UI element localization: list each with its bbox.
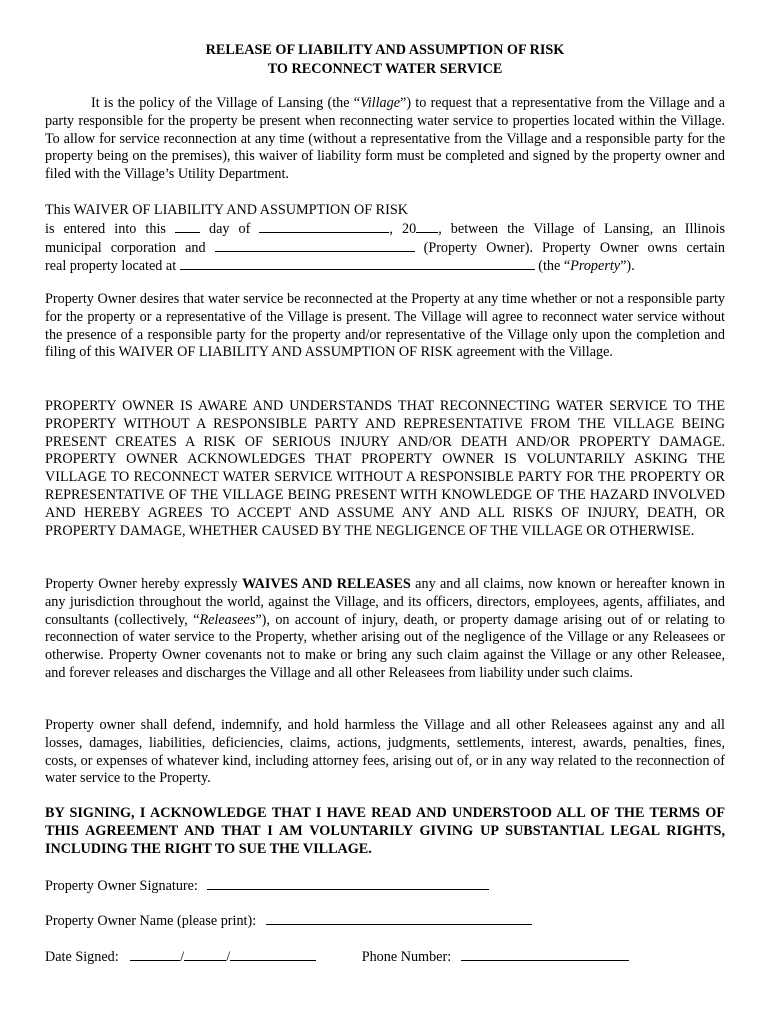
year-blank[interactable] (416, 220, 438, 233)
acknowledge-paragraph: BY SIGNING, I ACKNOWLEDGE THAT I HAVE READ AND UNDERSTOOD ALL OF THE TERMS OF THIS AGREEMENT AND THAT I AM VOLUNTARILY GIVING UP SUBSTANTIAL LEGAL RIGHTS, INCLUDING THE RIGHT TO SUE THE VILLAGE. (45, 805, 725, 857)
release-paragraph: Property Owner hereby expressly WAIVES AND RELEASES any and all claims, now known or hereafter known in any jurisdiction throughout the world, against the Village, and its officers, directors, employees, agents, affiliates, and consultants (collectively, “Releasees”), on account of injury, death, or property damage arising out of or relating to reconnection of water service to the Property, whether arising out of the negligence of the Village or any Releasees or otherwise. Property Owner covenants not to make or bring any such claim against the Village or any other Releasee, and forever releases and discharges the Village and all other Releasees from liability under such claims. (45, 576, 725, 681)
intro-paragraph: It is the policy of the Village of Lansing (the “Village”) to request that a representative from the Village and a party responsible for the property be present when reconnecting water service to properties located within the Village. To allow for service reconnection at any time (without a representative from the Village and a responsible party for the property being on the premises), this waiver of liability form must be completed and signed by the property owner and filed with the Village’s Utility Department. (45, 95, 725, 183)
name-label: Property Owner Name (please print): (45, 913, 257, 929)
owner-name-blank[interactable] (215, 239, 415, 252)
name-field[interactable] (266, 911, 532, 925)
phone-field[interactable] (461, 947, 629, 961)
waives-releases-term: WAIVES AND RELEASES (242, 576, 411, 592)
desire-paragraph: Property Owner desires that water service be reconnected at the Property at any time whether or not a responsible party for the property or a representative of the Village is present. The Village will agree to reconnect water service without the presence of a responsible party for the property and/or representative of the Village only upon the completion and filing of this WAIVER OF LIABILITY AND ASSUMPTION OF RISK agreement with the Village. (45, 291, 725, 361)
date-phone-row: Date Signed: / / Phone Number: (45, 947, 629, 967)
property-address-blank[interactable] (180, 257, 535, 270)
waiver-entry-block (45, 202, 725, 276)
releasees-term: Releasees (199, 611, 256, 628)
waiver-heading: This WAIVER OF LIABILITY AND ASSUMPTION OF RISK (45, 202, 408, 218)
name-row (45, 911, 532, 931)
signature-row (45, 876, 489, 896)
document-title (45, 41, 725, 78)
signature-label: Property Owner Signature: (45, 878, 198, 894)
waiver-property-line: real property located at (the “Property”). (45, 258, 635, 275)
month-blank[interactable] (259, 220, 389, 233)
signature-field[interactable] (207, 876, 489, 890)
waiver-municipal-line: municipal corporation and (Property Owner). Property Owner owns certain (45, 239, 726, 256)
village-term: Village (360, 95, 401, 111)
date-day-field[interactable] (184, 947, 226, 961)
date-year-field[interactable] (230, 947, 316, 961)
title-line-1: RELEASE OF LIABILITY AND ASSUMPTION OF RISK (205, 42, 565, 58)
day-blank[interactable] (175, 220, 200, 233)
property-term: Property (570, 258, 621, 275)
waiver-entered-line: is entered into this day of , 20 , between the Village of Lansing, an Illinois (45, 220, 725, 237)
phone-label: Phone Number: (361, 949, 452, 965)
indemnify-paragraph: Property owner shall defend, indemnify, and hold harmless the Village and all other Releasees against any and all losses, damages, liabilities, deficiencies, claims, actions, judgments, settlements, interest, awards, penalties, fines, costs, or expenses of whatever kind, including attorney fees, arising out of, or in any way related to the reconnection of water service to the Property. (45, 717, 725, 787)
title-line-2: TO RECONNECT WATER SERVICE (267, 60, 503, 77)
date-month-field[interactable] (130, 947, 180, 961)
aware-paragraph: PROPERTY OWNER IS AWARE AND UNDERSTANDS THAT RECONNECTING WATER SERVICE TO THE PROPERTY WITHOUT A RESPONSIBLE PARTY AND REPRESENTATIVE FROM THE VILLAGE BEING PRESENT CREATES A RISK OF SERIOUS INJURY AND/OR DEATH AND/OR PROPERTY DAMAGE. PROPERTY OWNER ACKNOWLEDGES THAT PROPERTY OWNER IS VOLUNTARILY ASKING THE VILLAGE TO RECONNECT WATER SERVICE WITHOUT A RESPONSIBLE PARTY FOR THE PROPERTY OR REPRESENTATIVE OF THE VILLAGE BEING PRESENT WITH KNOWLEDGE OF THE HAZARD INVOLVED AND HEREBY AGREES TO ACCEPT AND ASSUME ANY AND ALL RISKS OF INJURY, DEATH, OR PROPERTY DAMAGE, WHETHER CAUSED BY THE NEGLIGENCE OF THE VILLAGE OR OTHERWISE. (45, 398, 725, 539)
date-label: Date Signed: (45, 949, 119, 965)
